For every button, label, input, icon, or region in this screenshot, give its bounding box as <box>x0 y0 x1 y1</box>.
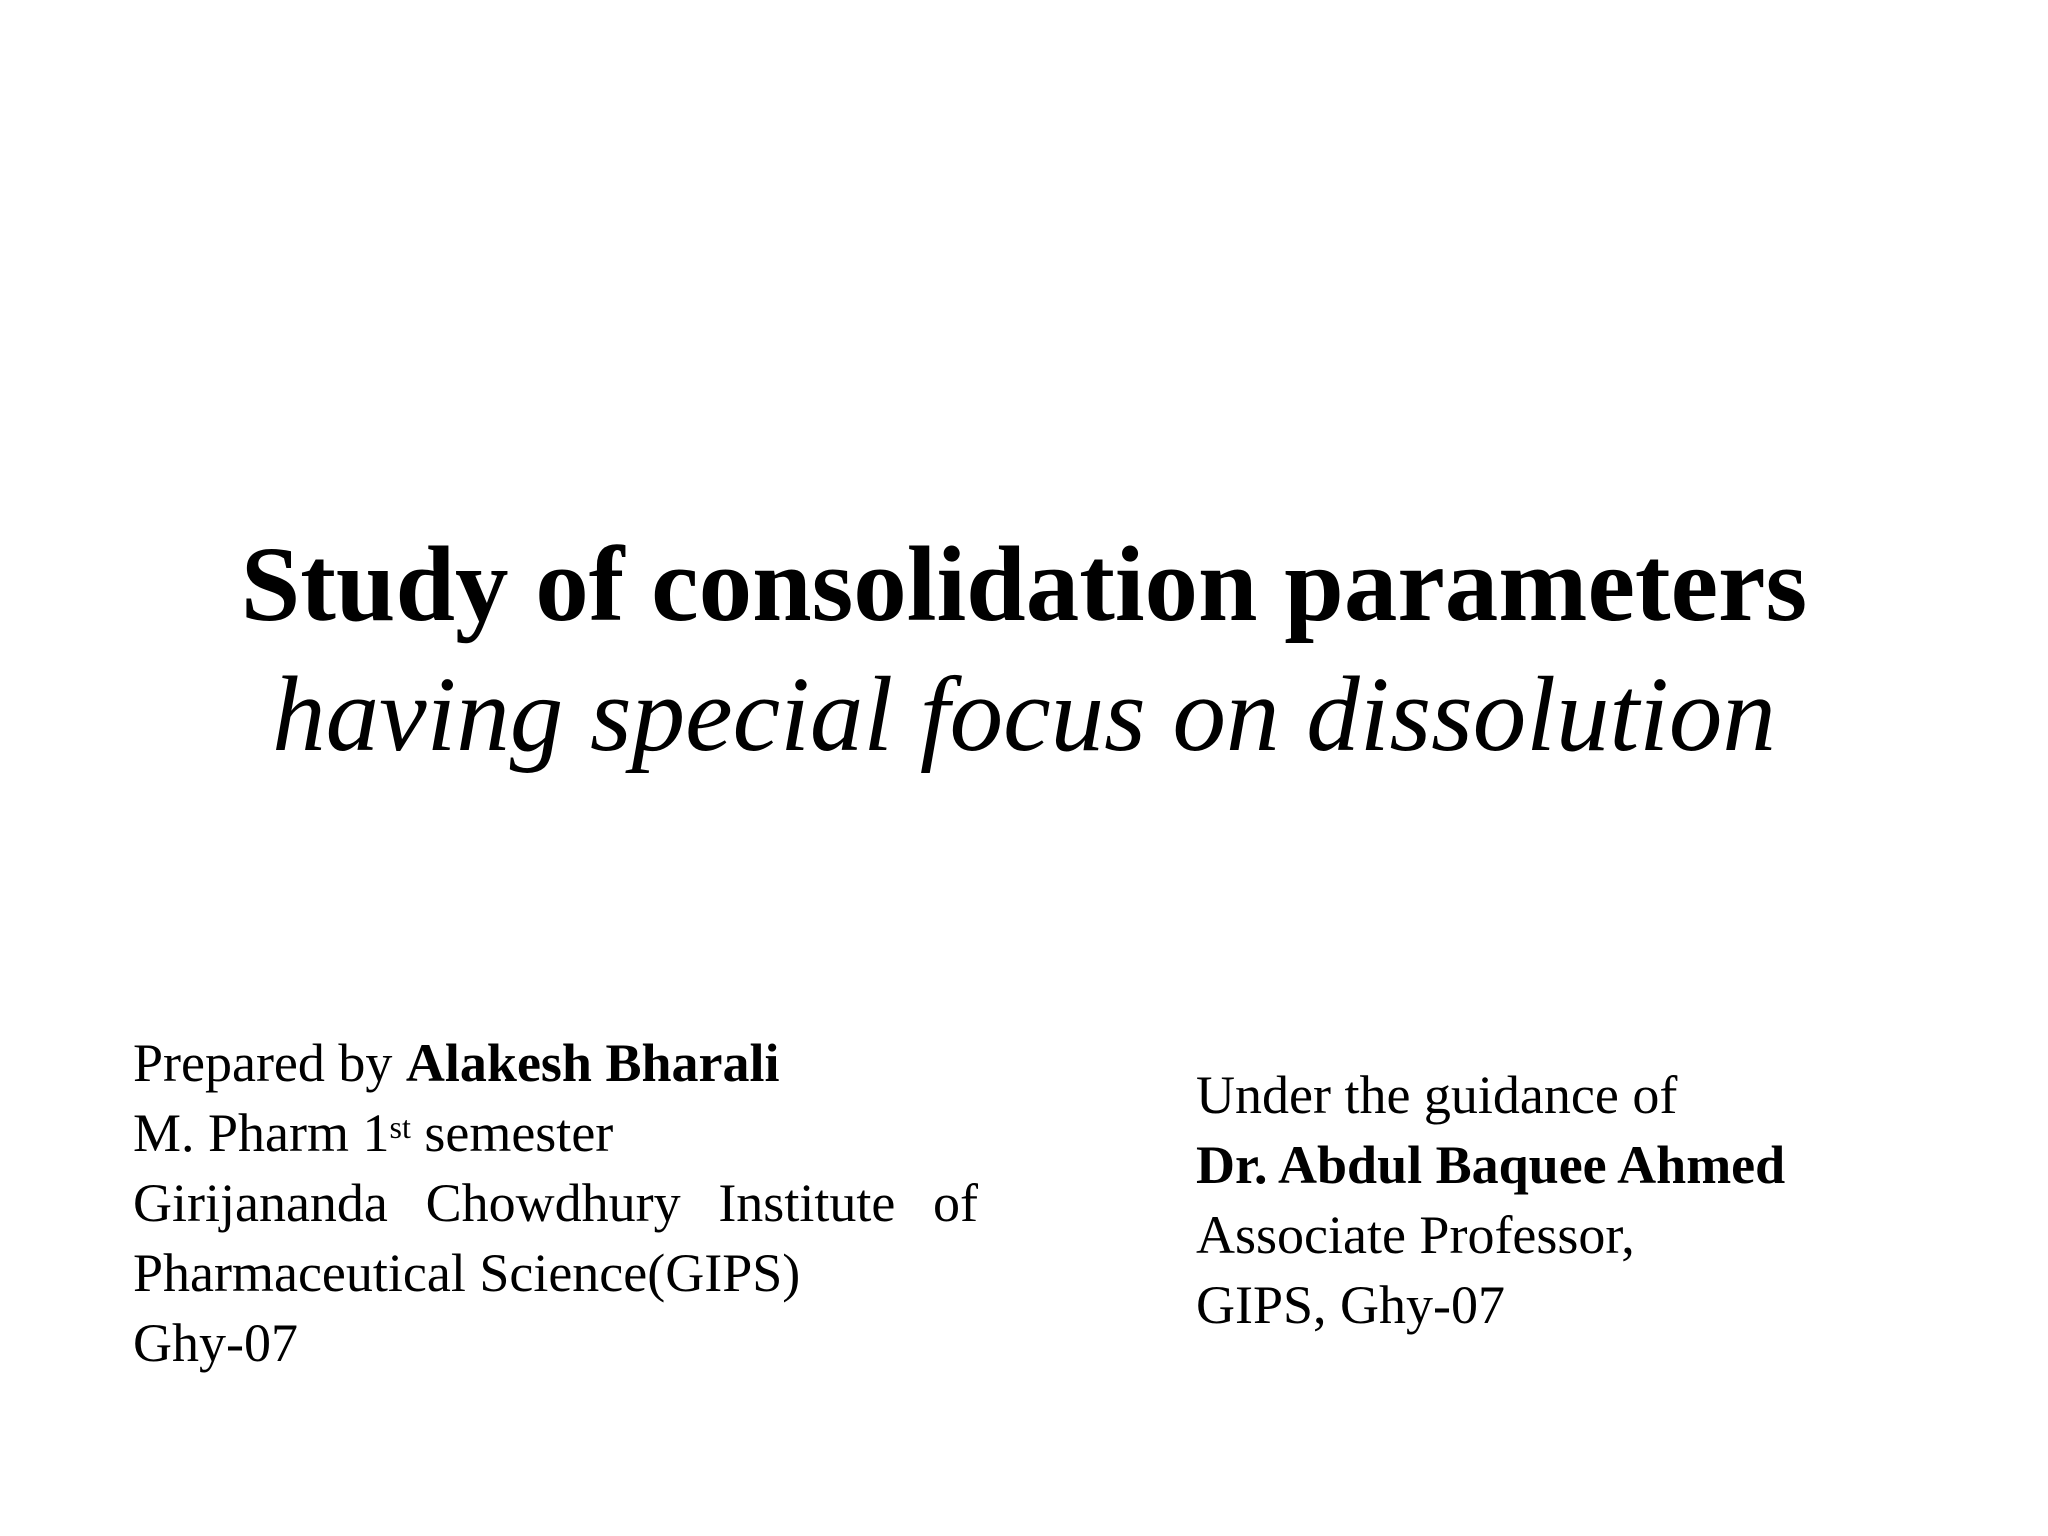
course-main: M. Pharm 1 <box>133 1103 390 1163</box>
course-rest: semester <box>410 1103 614 1163</box>
institute-line-1: Girijananda Chowdhury Institute of <box>133 1173 978 1233</box>
guide-block <box>1196 1060 1996 1340</box>
prepared-by-line <box>133 1028 993 1098</box>
author-location: Ghy-07 <box>133 1313 298 1373</box>
guidance-intro: Under the guidance of <box>1196 1065 1678 1125</box>
course-line <box>133 1098 993 1168</box>
author-block <box>133 1028 993 1378</box>
slide-title: Study of consolidation parameters <box>240 526 1808 644</box>
slide-subtitle: having special focus on dissolution <box>272 656 1776 774</box>
guide-designation: Associate Professor, <box>1196 1205 1635 1265</box>
institute-line-2: Pharmaceutical Science(GIPS) <box>133 1243 801 1303</box>
title-block <box>0 520 2048 780</box>
course-ordinal: st <box>389 1109 411 1145</box>
guide-affiliation: GIPS, Ghy-07 <box>1196 1275 1506 1335</box>
prepared-by-prefix: Prepared by <box>133 1033 406 1093</box>
guide-name: Dr. Abdul Baquee Ahmed <box>1196 1135 1786 1195</box>
author-name: Alakesh Bharali <box>405 1033 780 1093</box>
